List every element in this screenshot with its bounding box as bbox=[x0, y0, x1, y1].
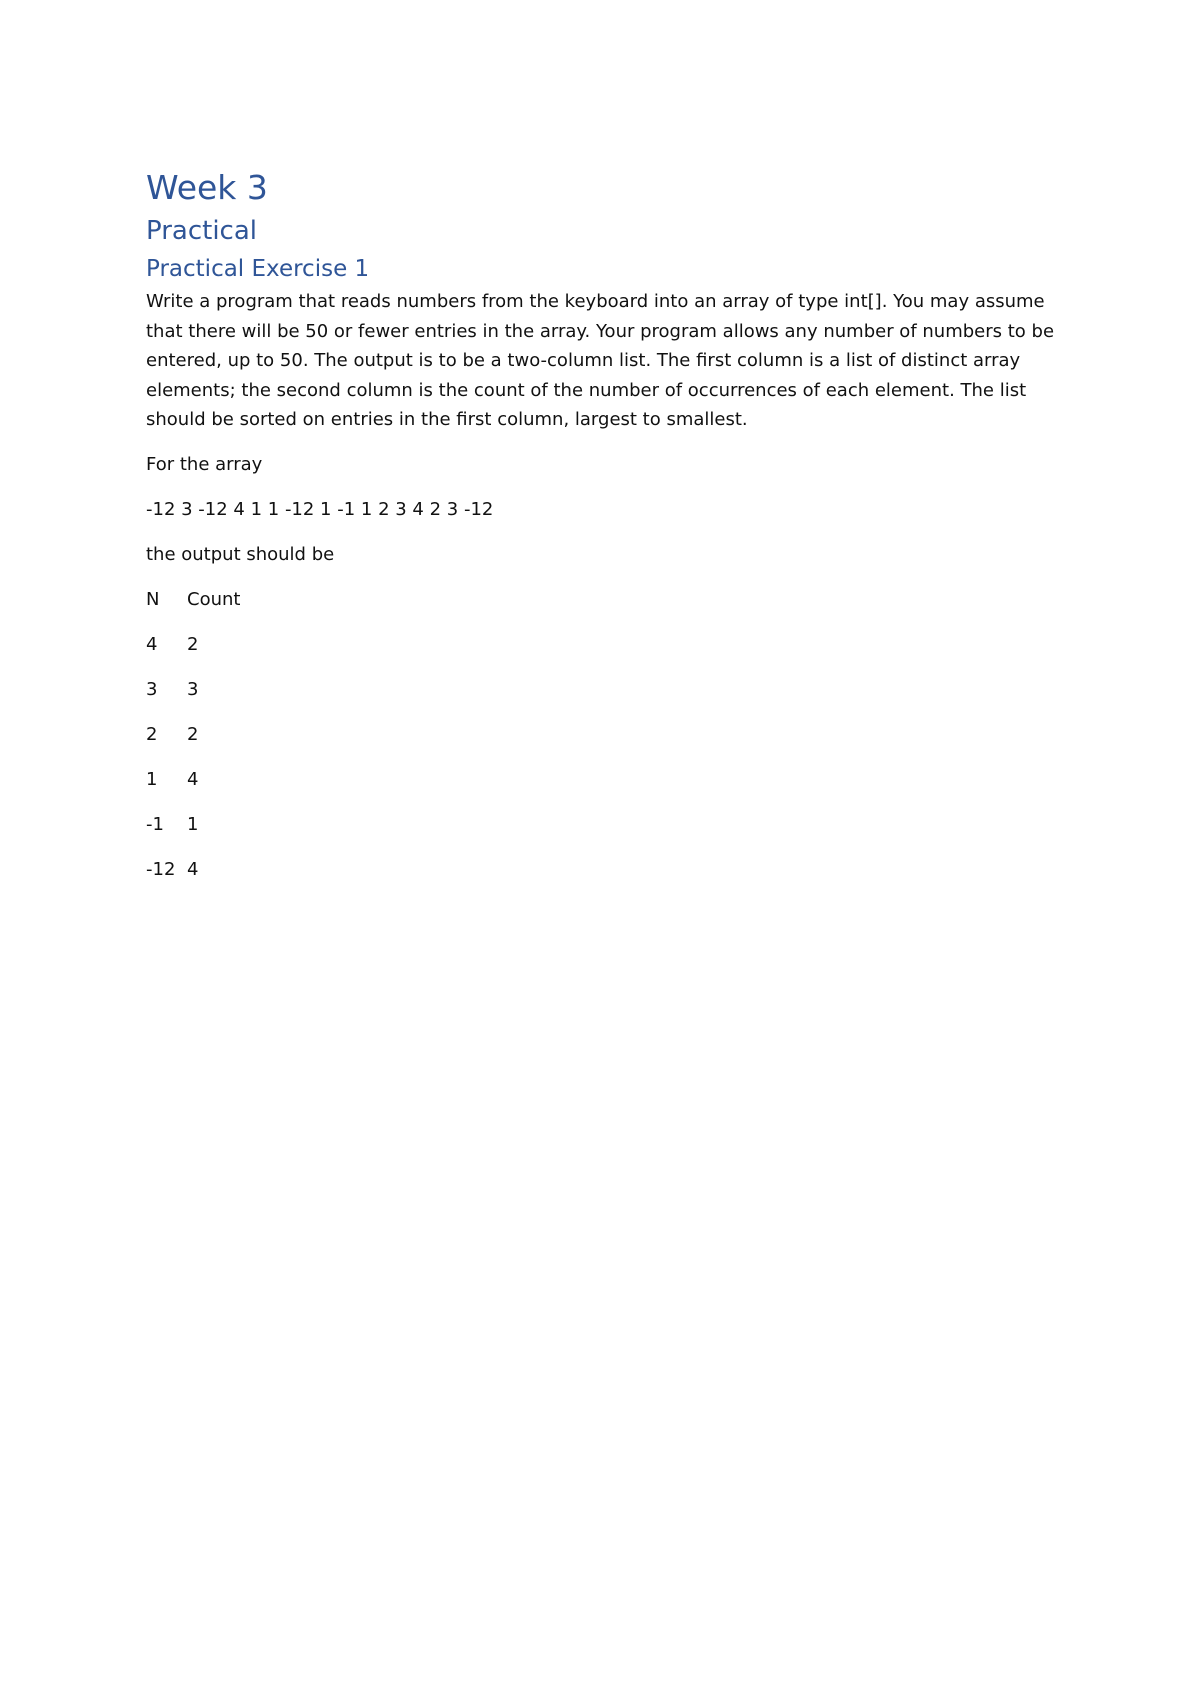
header-count: Count bbox=[187, 588, 241, 610]
row-count: 1 bbox=[187, 813, 199, 835]
row-count: 3 bbox=[187, 678, 199, 700]
row-n: 4 bbox=[146, 633, 158, 655]
section-heading: Practical bbox=[146, 216, 258, 246]
output-table-row bbox=[146, 630, 1066, 660]
exercise-heading: Practical Exercise 1 bbox=[146, 256, 370, 282]
row-n: -1 bbox=[146, 813, 164, 835]
output-table-row bbox=[146, 855, 1066, 885]
output-table-row bbox=[146, 675, 1066, 705]
row-count: 4 bbox=[187, 858, 199, 880]
page-title: Week 3 bbox=[146, 168, 268, 207]
row-n: 2 bbox=[146, 723, 158, 745]
row-count: 4 bbox=[187, 768, 199, 790]
output-table-row bbox=[146, 810, 1066, 840]
document-content bbox=[146, 166, 1066, 885]
exercise-description: Write a program that reads numbers from the keyboard into an array of type int[]. You may assume that there will be 50 or fewer entries in the array. Your program allows any number of numbers to be entered, up to 50. The output is to be a two-column list. The first column is a list of distinct array elements; the second column is the count of the number of occurrences of each element. The list should be sorted on entries in the first column, largest to smallest. bbox=[146, 291, 1055, 430]
output-table-header bbox=[146, 585, 1066, 615]
array-intro-text: For the array bbox=[146, 453, 263, 475]
row-count: 2 bbox=[187, 723, 199, 745]
row-n: 1 bbox=[146, 768, 158, 790]
array-values: -12 3 -12 4 1 1 -12 1 -1 1 2 3 4 2 3 -12 bbox=[146, 498, 494, 520]
output-table-row bbox=[146, 720, 1066, 750]
output-intro-text: the output should be bbox=[146, 543, 335, 565]
row-count: 2 bbox=[187, 633, 199, 655]
header-n: N bbox=[146, 588, 160, 610]
row-n: 3 bbox=[146, 678, 158, 700]
output-table-row bbox=[146, 765, 1066, 795]
row-n: -12 bbox=[146, 858, 176, 880]
